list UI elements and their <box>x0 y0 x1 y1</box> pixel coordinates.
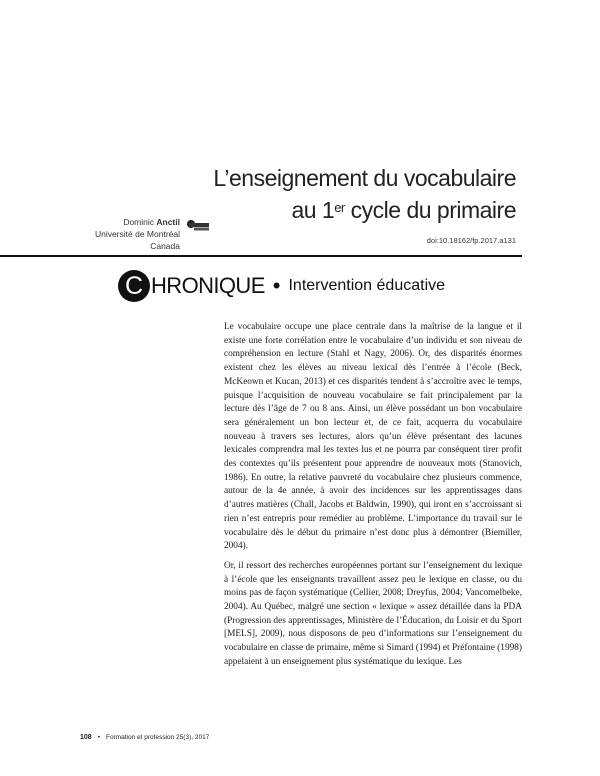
doi-link[interactable]: doi:10.18162/fp.2017.a131 <box>426 236 516 245</box>
journal-reference: Formation et profession 25(3), 2017 <box>105 734 210 741</box>
chronique-label: HRONIQUE <box>151 273 265 298</box>
title-superscript: er <box>334 200 345 215</box>
header-rule <box>0 255 522 257</box>
section-name: Intervention éducative <box>288 277 446 294</box>
paragraph-1: Le vocabulaire occupe une place centrale dans la maîtrise de la langue et il existe une forte corrélation entre le vocabulaire d’un individu et son niveau de compréhension en lecture (Stahl et Nagy, 2006). Or, des disparités énormes existent chez les élèves au niveau lexical dès l’entrée à l’école (Beck, McKeown et Kucan, 2013) et ces disparités tendent à s’accroître avec le temps, puisque l’acquisition de nouveau vocabulaire se fait principalement par la lecture dès l’âge de 7 ou 8 ans. Ainsi, un élève possédant un bon vocabulaire sera généralement un bon lecteur et, de ce fait, acquerra du vocabulaire nouveau à travers ses lectures, alors qu’un élève présentant des lacunes lexicales comprendra mal les textes lus et ne pourra par conséquent tirer profit des contextes qu’ils présentent pour apprendre de nouveaux mots (Stanovich, 1986). En outre, la relative pauvreté du vocabulaire chez plusieurs commence, autour de la 4e année, à avoir des incidences sur les apprentissages dans d’autres matières (Chall, Jacobs et Baldwin, 1990), qui iront en s’accroissant si rien n’est entrepris pour remédier au problème. L’importance du travail sur le vocabulaire dès le début du primaire n’est donc plus à démontrer (Biemiller, 2004). <box>224 322 522 552</box>
section-bullet: • <box>272 273 281 298</box>
footer-bullet: • <box>97 734 100 741</box>
orcid-icon[interactable] <box>186 218 210 232</box>
article-title <box>213 162 516 226</box>
author-name: Dominic Anctil <box>123 217 180 227</box>
article-body <box>224 321 522 676</box>
author-block <box>60 216 180 252</box>
author-affiliation: Université de Montréal <box>94 229 180 239</box>
page-footer <box>80 734 209 741</box>
author-country: Canada <box>150 241 180 251</box>
chronique-initial-circle: C <box>118 270 150 302</box>
page-number: 108 <box>80 734 92 741</box>
title-line-2: au 1er cycle du primaire <box>291 197 516 223</box>
title-line-1: L’enseignement du vocabulaire <box>213 165 516 191</box>
paragraph-2: Or, il ressort des recherches européennes portant sur l’enseignement du lexique à l’école que les enseignants travaillent assez peu le lexique en classe, ou du moins pas de façon systématique (Cellier, 2008; Dreyfus, 2004; Vancomelbeke, 2004). Au Québec, malgré une section « lexique » assez détaillée dans la PDA (Progression des apprentissages, Ministère de l’Éducation, du Loisir et du Sport [MELS], 2009), nous disposons de peu d’informations sur l’enseignement du vocabulaire en classe de primaire, même si Simard (1994) et Préfontaine (1998) appelaient à un enseignement plus systématique du lexique. Les <box>224 560 522 667</box>
section-heading <box>118 268 445 304</box>
